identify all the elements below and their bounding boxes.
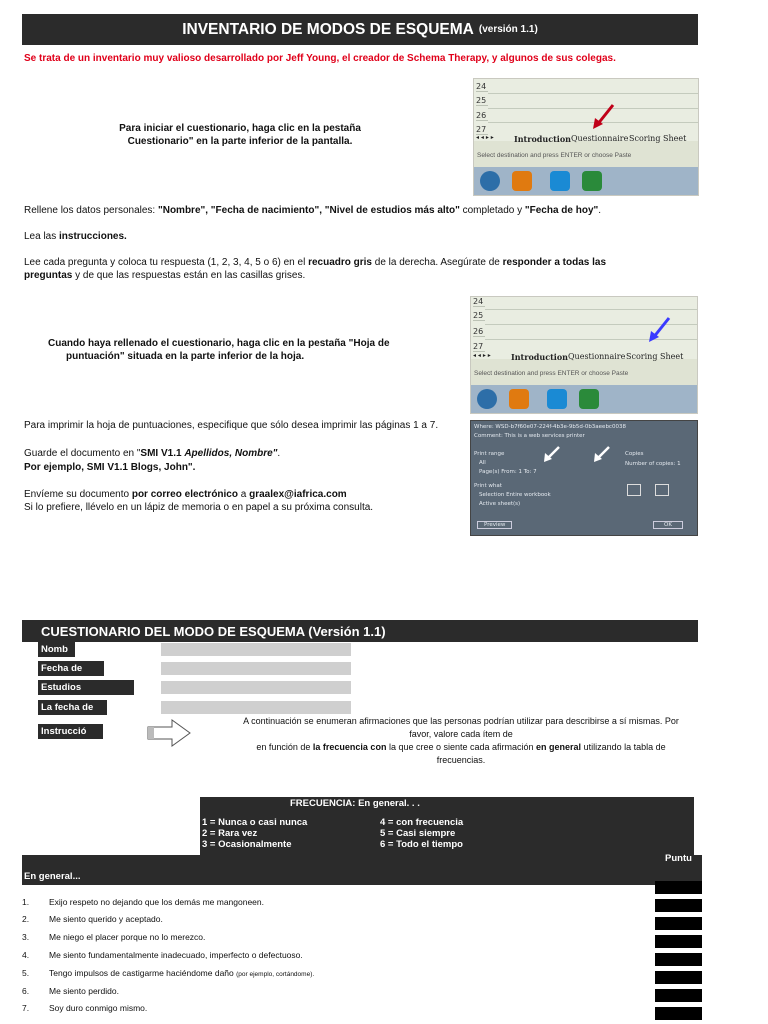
tab-scoring-sheet: Scoring Sheet [626, 352, 684, 361]
item-number: 5. [22, 968, 30, 978]
status-bar-text: Select destination and press ENTER or choose Paste [474, 370, 629, 377]
text-span: Envíeme su documento [24, 489, 132, 500]
freq-option: 2 = Rara vez [202, 828, 258, 839]
text-span: "Nombre", "Fecha de nacimiento", "Nivel de estudios más alto" [157, 205, 460, 216]
taskbar [474, 167, 698, 195]
list-item [22, 986, 119, 996]
item-note: (por ejemplo, cortándome). [236, 971, 315, 978]
questionnaire-title: CUESTIONARIO DEL MODO DE ESQUEMA (Versión 1.1) [41, 623, 386, 639]
sheet-tabs [474, 131, 698, 147]
email-link[interactable]: graalex@iafrica.com [249, 489, 347, 500]
score-line-2: puntuación" situada en la parte inferior de la hoja. [66, 351, 305, 362]
ok-button: OK [653, 521, 683, 529]
dialog-text: Page(s) From: 1 To: 7 [479, 469, 537, 475]
list-item [22, 914, 163, 924]
tab-introduction: Introduction [511, 352, 568, 362]
label-birthdate: Fecha de [38, 661, 104, 676]
excel-icon [582, 171, 602, 191]
item-text: Soy duro conmigo mismo. [49, 1003, 148, 1013]
text-span: por correo electrónico [131, 489, 238, 500]
dialog-text: Active sheet(s) [479, 501, 521, 507]
dialog-text: Where: WSD-b7f60e07-224f-4b3e-9b5d-0b3aeebc0038 [474, 424, 626, 430]
row-number: 26 [473, 327, 484, 336]
media-player-icon [512, 171, 532, 191]
row-number: 26 [476, 111, 487, 120]
collate-icon [627, 484, 641, 496]
text-span: Rellene los datos personales: [24, 205, 158, 216]
send-line-2: Si lo prefiere, llévelo en un lápiz de memoria o en papel a su próxima consulta. [24, 502, 374, 513]
text-span: Apellidos, Nombre" [184, 448, 278, 459]
score-input[interactable] [655, 881, 702, 894]
tab-questionnaire: Questionnaire [571, 134, 629, 143]
text-span: Lea las [24, 231, 60, 242]
row-number: 27 [473, 342, 484, 351]
birthdate-input[interactable] [161, 662, 351, 675]
frequency-scale [200, 811, 694, 856]
text-span: en función de [256, 742, 313, 752]
instr-line-4: frecuencias. [436, 755, 486, 765]
row-number: 24 [473, 297, 484, 306]
list-item [22, 968, 314, 980]
skype-icon [550, 171, 570, 191]
scoring-instruction [30, 337, 410, 363]
white-arrow-icon [541, 443, 563, 465]
tab-nav-arrows-icon: ◂ ◂ ▸ ▸ [476, 134, 494, 141]
score-input[interactable] [655, 953, 702, 966]
freq-option: 4 = con frecuencia [380, 817, 464, 828]
list-item [22, 950, 303, 960]
text-span: SMI V1.1 [140, 448, 185, 459]
print-instruction: Para imprimir la hoja de puntuaciones, especifique que sólo desea imprimir las páginas 1 a 7. [24, 420, 439, 431]
item-text: Me niego el placer porque no lo merezco. [49, 932, 206, 942]
tab-scoring-sheet: Scoring Sheet [629, 134, 687, 143]
dialog-text: Copies [625, 451, 644, 457]
education-input[interactable] [161, 681, 351, 694]
version-label: (versión 1.1) [478, 24, 538, 35]
instr-line-3 [196, 741, 726, 754]
item-text: Me siento perdido. [49, 986, 119, 996]
print-dialog-screenshot [470, 420, 698, 536]
instr-line-2: favor, valore cada ítem de [409, 729, 513, 739]
today-date-input[interactable] [161, 701, 351, 714]
questionnaire-instructions-text [196, 715, 726, 767]
text-span: . [277, 448, 281, 459]
dialog-text: Print range [474, 451, 505, 457]
score-input[interactable] [655, 917, 702, 930]
status-bar-text: Select destination and press ENTER or choose Paste [477, 152, 632, 159]
text-span: completado y [459, 205, 525, 216]
text-span: Guarde el documento en " [24, 448, 141, 459]
text-span: a [237, 489, 250, 500]
freq-option: 6 = Todo el tiempo [380, 839, 463, 850]
list-item [22, 1003, 147, 1013]
instr-line-1: A continuación se enumeran afirmaciones que las personas podrían utilizar para describirse a sí mismas. Por [243, 716, 679, 726]
dialog-text: Print what [474, 483, 502, 489]
answer-instruction [24, 256, 674, 282]
score-column-header: Puntu [665, 853, 692, 864]
tab-nav-arrows-icon: ◂ ◂ ▸ ▸ [473, 352, 491, 359]
text-span: Por ejemplo, [24, 462, 87, 473]
item-number: 4. [22, 950, 30, 960]
tab-introduction: Introduction [514, 134, 571, 144]
name-input[interactable] [161, 643, 351, 656]
text-span: responder a todas las [502, 257, 607, 268]
taskbar [471, 385, 697, 413]
start-line-2: Cuestionario" en la parte inferior de la pantalla. [127, 136, 353, 147]
collate-icon [655, 484, 669, 496]
windows-start-icon [480, 171, 500, 191]
send-line [24, 488, 347, 501]
save-instruction [24, 447, 280, 460]
row-number: 24 [476, 82, 487, 91]
blue-arrow-icon [645, 314, 675, 344]
item-number: 6. [22, 986, 30, 996]
text-span: recuadro gris [308, 257, 372, 268]
label-instructions: Instrucció [38, 724, 103, 739]
excel-tabs-screenshot-2 [470, 296, 698, 414]
row-number: 25 [476, 96, 487, 105]
skype-icon [547, 389, 567, 409]
freq-option: 5 = Casi siempre [380, 828, 456, 839]
text-span: y de que las respuestas están en las casillas grises. [72, 270, 306, 281]
freq-option: 3 = Ocasionalmente [202, 839, 292, 850]
text-span: en general [536, 742, 582, 752]
red-arrow-icon [589, 101, 619, 131]
label-name: Nomb [38, 642, 75, 657]
intro-text: Se trata de un inventario muy valioso desarrollado por Jeff Young, el creador de Schema Therapy, y algunos de sus colegas. [24, 53, 616, 64]
text-span: Lee cada pregunta y coloca tu respuesta (1, 2, 3, 4, 5 o 6) en el [24, 257, 309, 268]
row-number: 27 [476, 125, 487, 134]
page-title: INVENTARIO DE MODOS DE ESQUEMA [182, 20, 474, 38]
list-item [22, 897, 264, 907]
row-number: 25 [473, 311, 484, 320]
label-education: Estudios [38, 680, 134, 695]
en-general-label: En general... [24, 871, 81, 882]
score-input[interactable] [655, 1007, 702, 1020]
item-number: 7. [22, 1003, 30, 1013]
frequency-title: FRECUENCIA: En general. . . [200, 797, 694, 811]
score-line-1: Cuando haya rellenado el cuestionario, haga clic en la pestaña "Hoja de [48, 338, 390, 349]
score-input[interactable] [655, 989, 702, 1002]
excel-icon [579, 389, 599, 409]
item-number: 2. [22, 914, 30, 924]
text-span: "Fecha de hoy" [524, 205, 599, 216]
personal-data-instruction [24, 204, 601, 217]
score-input[interactable] [655, 935, 702, 948]
dialog-text: Comment: This is a web services printer [474, 433, 585, 439]
windows-start-icon [477, 389, 497, 409]
read-instructions-line [24, 230, 127, 243]
dialog-text: All [479, 460, 486, 466]
text-span: la frecuencia con [312, 742, 387, 752]
freq-option: 1 = Nunca o casi nunca [202, 817, 308, 828]
text-span: . [598, 205, 602, 216]
text-span: instrucciones. [59, 231, 127, 242]
sheet-tabs [471, 349, 697, 365]
preview-button: Preview [477, 521, 512, 529]
excel-tabs-screenshot-1 [473, 78, 699, 196]
text-span: SMI V1.1 Blogs, John". [86, 462, 196, 473]
text-span: utilizando la tabla de [581, 742, 666, 752]
page-title-bar [22, 14, 698, 45]
text-span: la que cree o siente cada afirmación [386, 742, 537, 752]
right-arrow-icon [146, 718, 192, 748]
item-number: 1. [22, 897, 30, 907]
start-line-1: Para iniciar el cuestionario, haga clic en la pestaña [119, 123, 361, 134]
example-line [24, 461, 195, 474]
label-today-date: La fecha de [38, 700, 107, 715]
white-arrow-icon [591, 443, 613, 465]
item-text: Exijo respeto no dejando que los demás me mangoneen. [49, 897, 265, 907]
dialog-text: Number of copies: 1 [625, 461, 681, 467]
dialog-text: Selection Entire workbook [479, 492, 551, 498]
en-general-header [22, 855, 702, 885]
item-text: Me siento fundamentalmente inadecuado, imperfecto o defectuoso. [49, 950, 303, 960]
start-instruction [90, 122, 390, 148]
media-player-icon [509, 389, 529, 409]
tab-questionnaire: Questionnaire [568, 352, 626, 361]
list-item [22, 932, 205, 942]
item-number: 3. [22, 932, 30, 942]
score-input[interactable] [655, 899, 702, 912]
item-text: Me siento querido y aceptado. [49, 914, 163, 924]
text-span: preguntas [24, 270, 73, 281]
item-text: Tengo impulsos de castigarme haciéndome daño [49, 968, 237, 978]
text-span: de la derecha. Asegúrate de [372, 257, 503, 268]
score-input[interactable] [655, 971, 702, 984]
questionnaire-title-bar [22, 620, 698, 642]
